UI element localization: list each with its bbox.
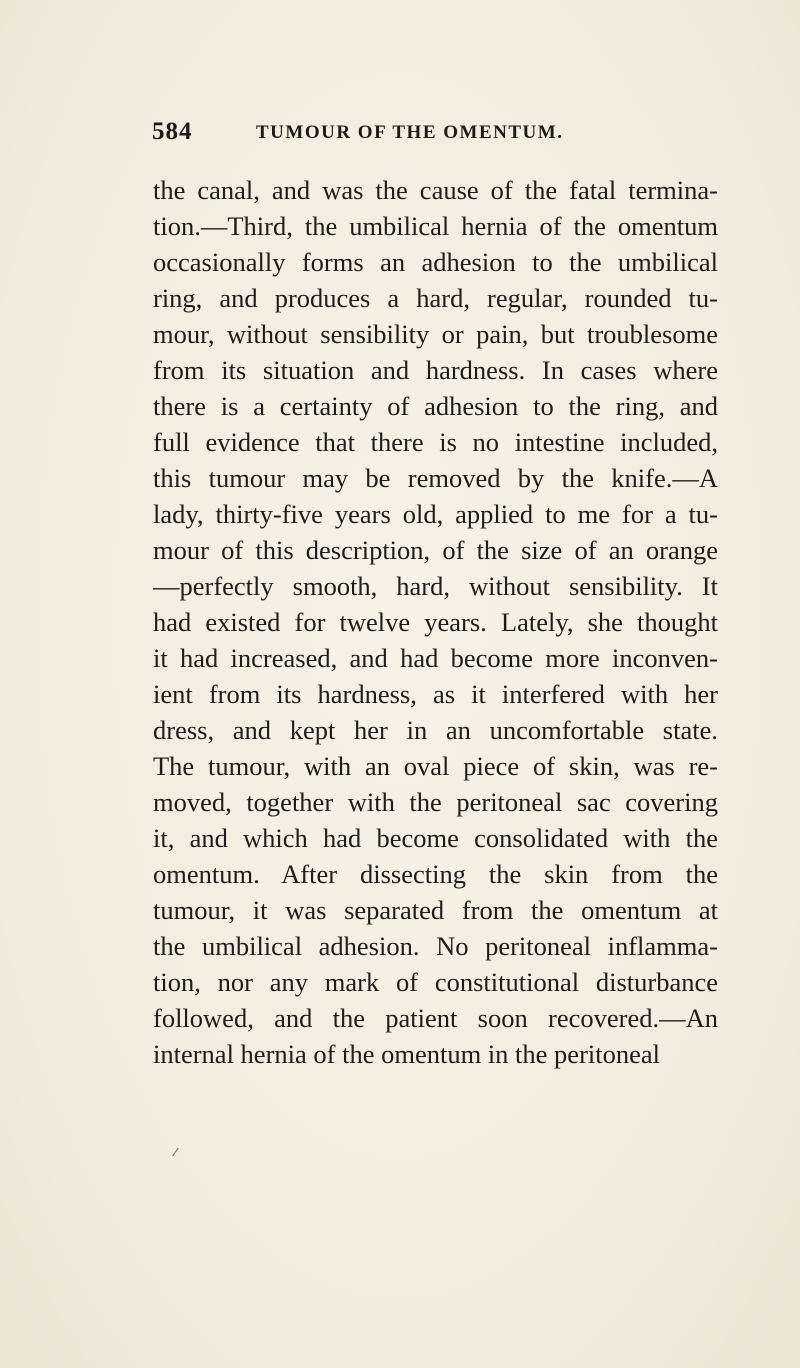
text-line: occasionally forms an adhesion to the umbilical: [153, 247, 718, 277]
text-line: it had increased, and had become more inconven-: [153, 643, 718, 673]
body-paragraph: [153, 172, 718, 1072]
text-line: mour, without sensibility or pain, but troublesome: [153, 319, 718, 349]
running-head: TUMOUR OF THE OMENTUM.: [256, 122, 564, 143]
text-line: ient from its hardness, as it interfered with her: [153, 679, 718, 709]
text-line: omentum. After dissecting the skin from the: [153, 859, 718, 889]
text-line: internal hernia of the omentum in the peritoneal: [153, 1039, 661, 1069]
text-line: followed, and the patient soon recovered.—An: [153, 1003, 718, 1033]
text-line: the canal, and was the cause of the fatal termina-: [153, 175, 718, 205]
page-header: [0, 118, 800, 152]
text-line: dress, and kept her in an uncomfortable state.: [153, 715, 718, 745]
text-line: tion.—Third, the umbilical hernia of the omentum: [153, 211, 718, 241]
text-line: full evidence that there is no intestine included,: [153, 427, 718, 457]
text-line: The tumour, with an oval piece of skin, was re-: [153, 751, 718, 781]
text-line: this tumour may be removed by the knife.—A: [153, 463, 718, 493]
text-line: tumour, it was separated from the omentum at: [153, 895, 718, 925]
page-number: 584: [152, 118, 193, 145]
text-line: mour of this description, of the size of an orange: [153, 535, 718, 565]
text-line: there is a certainty of adhesion to the ring, and: [153, 391, 718, 421]
text-line: from its situation and hardness. In cases where: [153, 355, 718, 385]
text-line: —perfectly smooth, hard, without sensibility. It: [153, 571, 718, 601]
text-line: moved, together with the peritoneal sac covering: [153, 787, 718, 817]
text-line: tion, nor any mark of constitutional disturbance: [153, 967, 718, 997]
text-line: ring, and produces a hard, regular, rounded tu-: [153, 283, 718, 313]
text-line: lady, thirty-five years old, applied to me for a tu-: [153, 499, 718, 529]
text-line: it, and which had become consolidated with the: [153, 823, 718, 853]
printer-mark: [172, 1148, 179, 1157]
text-line: had existed for twelve years. Lately, she thought: [153, 607, 718, 637]
text-line: the umbilical adhesion. No peritoneal inflamma-: [153, 931, 718, 961]
